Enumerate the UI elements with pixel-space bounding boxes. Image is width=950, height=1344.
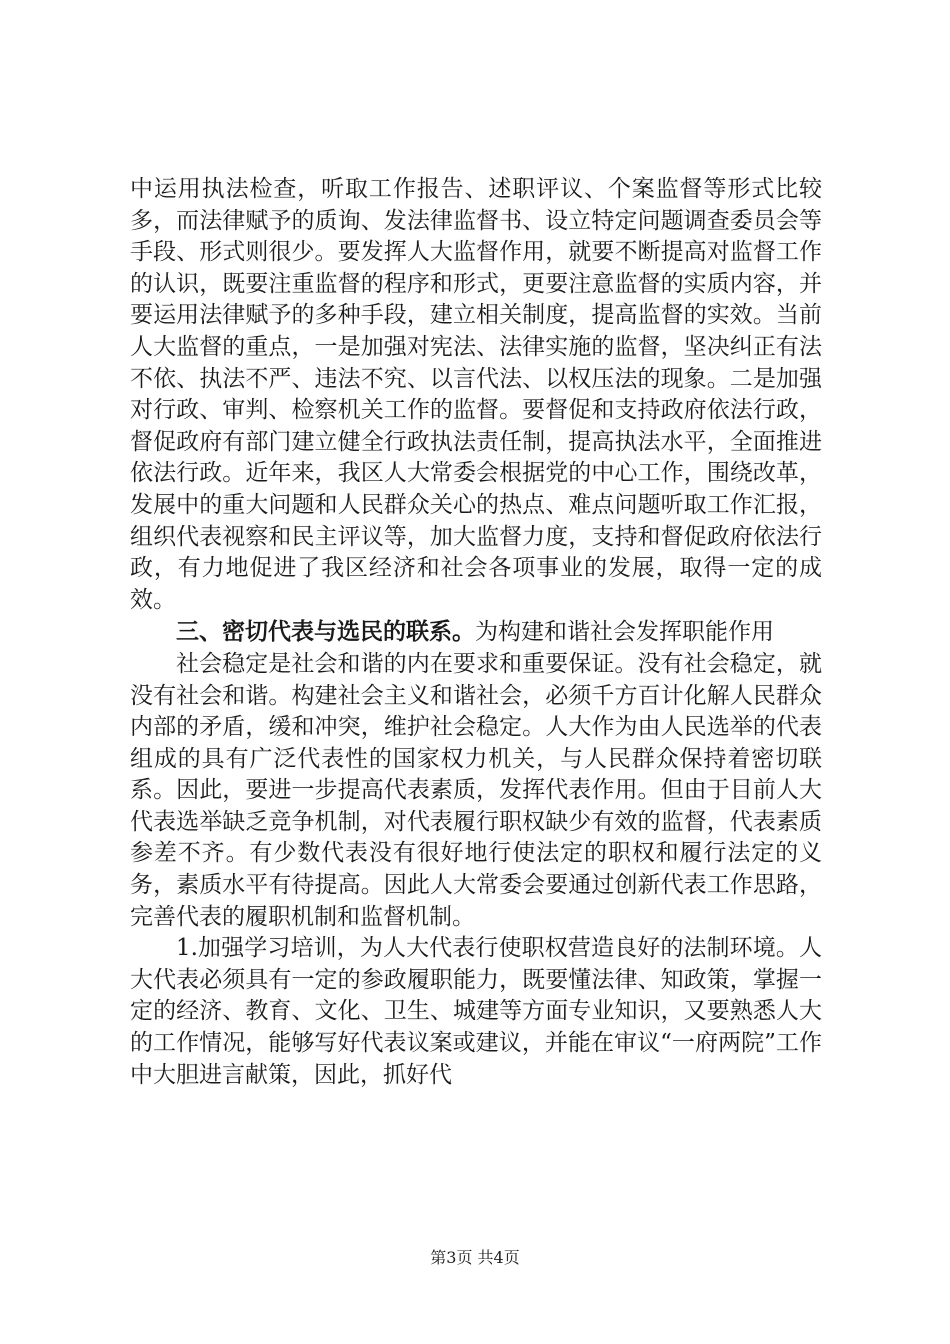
paragraph-section-three (130, 616, 822, 649)
paragraph-social-stability: 社会稳定是社会和谐的内在要求和重要保证。没有社会稳定，就没有社会和谐。构建社会主义和谐社会，必须千方百计化解人民群众内部的矛盾，缓和冲突，维护社会稳定。人大作为由人民选举的代表组成的具有广泛代表性的国家权力机关，与人民群众保持着密切联系。因此，要进一步提高代表素质，发挥代表作用。但由于目前人大代表选举缺乏竞争机制，对代表履行职权缺少有效的监督，代表素质参差不齐。有少数代表没有很好地行使法定的职权和履行法定的义务，素质水平有待提高。因此人大常委会要通过创新代表工作思路，完善代表的履职机制和监督机制。 (130, 650, 822, 930)
page-footer: 第3页 共4页 (430, 1248, 520, 1267)
paragraph-training: 1.加强学习培训，为人大代表行使职权营造良好的法制环境。人大代表必须具有一定的参政履职能力，既要懂法律、知政策，掌握一定的经济、教育、文化、卫生、城建等方面专业知识，又要熟悉人大的工作情况，能够写好代表议案或建议，并能在审议“一府两院”工作中大胆进言献策，因此，抓好代 (130, 935, 822, 1088)
section-three-heading: 三、密切代表与选民的联系。 (176, 618, 475, 646)
document-body (130, 174, 822, 1091)
paragraph-supervision: 中运用执法检查，听取工作报告、述职评议、个案监督等形式比较多，而法律赋予的质询、发法律监督书、设立特定问题调查委员会等手段、形式则很少。要发挥人大监督作用，就要不断提高对监督工作的认识，既要注重监督的程序和形式，更要注意监督的实质内容，并要运用法律赋予的多种手段，建立相关制度，提高监督的实效。当前人大监督的重点，一是加强对宪法、法律实施的监督，坚决纠正有法不依、执法不严、违法不究、以言代法、以权压法的现象。二是加强对行政、审判、检察机关工作的监督。要督促和支持政府依法行政，督促政府有部门建立健全行政执法责任制，提高执法水平，全面推进依法行政。近年来，我区人大常委会根据党的中心工作，围绕改革，发展中的重大问题和人民群众关心的热点、难点问题听取工作汇报，组织代表视察和民主评议等，加大监督力度，支持和督促政府依法行政，有力地促进了我区经济和社会各项事业的发展，取得一定的成效。 (130, 176, 822, 613)
section-three-title-rest: 为构建和谐社会发挥职能作用 (475, 619, 774, 646)
